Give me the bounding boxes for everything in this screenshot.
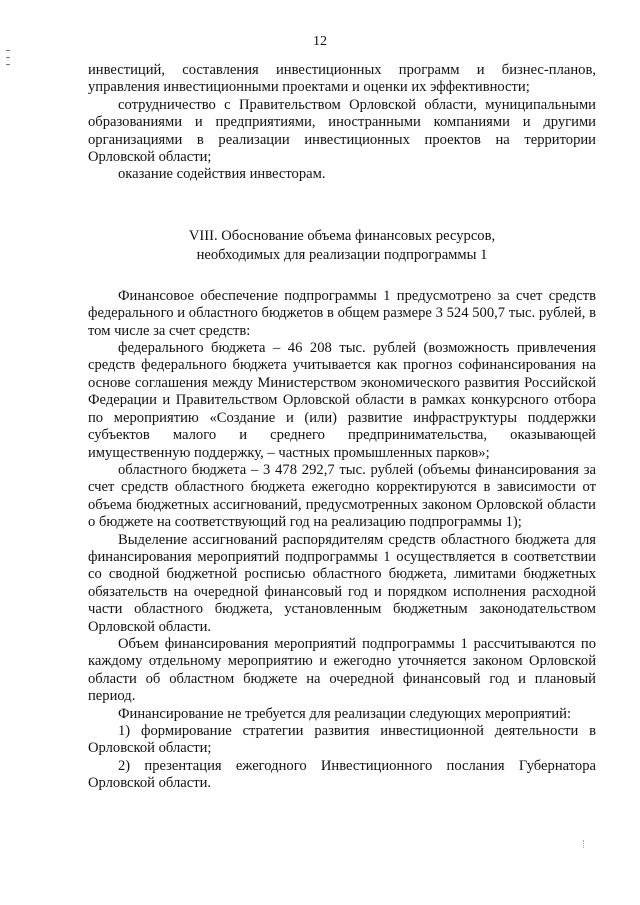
paragraph-financing-total: Финансовое обеспечение подпрограммы 1 предусмотрено за счет средств федерального и областного бюджетов в общем размере 3 524 500,7 тыс. рублей, в том числе за счет средств: <box>88 287 596 339</box>
margin-scan-marks <box>6 50 12 80</box>
document-body <box>88 62 596 793</box>
page-number: 12 <box>313 34 327 49</box>
section-heading-line-1: VIII. Обоснование объема финансовых ресурсов, <box>188 227 496 244</box>
list-item-presentation: 2) презентация ежегодного Инвестиционного послания Губернатора Орловской области. <box>88 757 596 792</box>
paragraph-federal-budget: федерального бюджета – 46 208 тыс. рублей (возможность привлечения средств федерального бюджета учитывается как прогноз софинансирования на основе соглашения между Министерством экономического развития Российской Федерации и Правительством Орловской области в рамках конкурсного отбора по мероприятию «Создание и (или) развитие инфраструктуры поддержки субъектов малого и среднего предпринимательства, оказывающей имущественную поддержку, – частных промышленных парков»; <box>88 340 596 461</box>
paragraph-continuation: инвестиций, составления инвестиционных программ и бизнес-планов, управления инвестиционными проектами и оценки их эффективности; <box>88 62 596 96</box>
paragraph-volume-calculation: Объем финансирования мероприятий подпрограммы 1 рассчитываются по каждому отдельному мероприятию и ежегодно уточняется законом Орловской области об областном бюджете на очередной финансовый год и плановый период. <box>88 635 596 705</box>
paragraph-regional-budget: областного бюджета – 3 478 292,7 тыс. рублей (объемы финансирования за счет средств областного бюджета ежегодно корректируются в зависимости от объема бюджетных ассигнований, предусмотренных законом Орловской области о бюджете на соответствующий год на реализацию подпрограммы 1); <box>88 461 596 531</box>
section-heading-line-2: необходимых для реализации подпрограммы 1 <box>196 246 488 263</box>
paragraph-cooperation: сотрудничество с Правительством Орловской области, муниципальными образованиями и предприятиями, иностранными компаниями и другими организациями в реализации инвестиционных проектов на территории Орловской области; <box>88 96 596 166</box>
paragraph-allocation: Выделение ассигнований распорядителям средств областного бюджета для финансирования мероприятий подпрограммы 1 осуществляется в соответствии со сводной бюджетной росписью областного бюджета, лимитами бюджетных обязательств на очередной финансовый год и порядком исполнения расходной части областного бюджета, установленным бюджетным законодательством Орловской области. <box>88 531 596 635</box>
paragraph-investor-support: оказание содействия инвесторам. <box>118 166 326 183</box>
scan-artifact <box>583 840 587 848</box>
list-item-strategy: 1) формирование стратегии развития инвестиционной деятельности в Орловской области; <box>88 723 596 757</box>
paragraph-no-financing-intro: Финансирование не требуется для реализации следующих мероприятий: <box>118 705 572 722</box>
section-heading <box>88 227 596 265</box>
